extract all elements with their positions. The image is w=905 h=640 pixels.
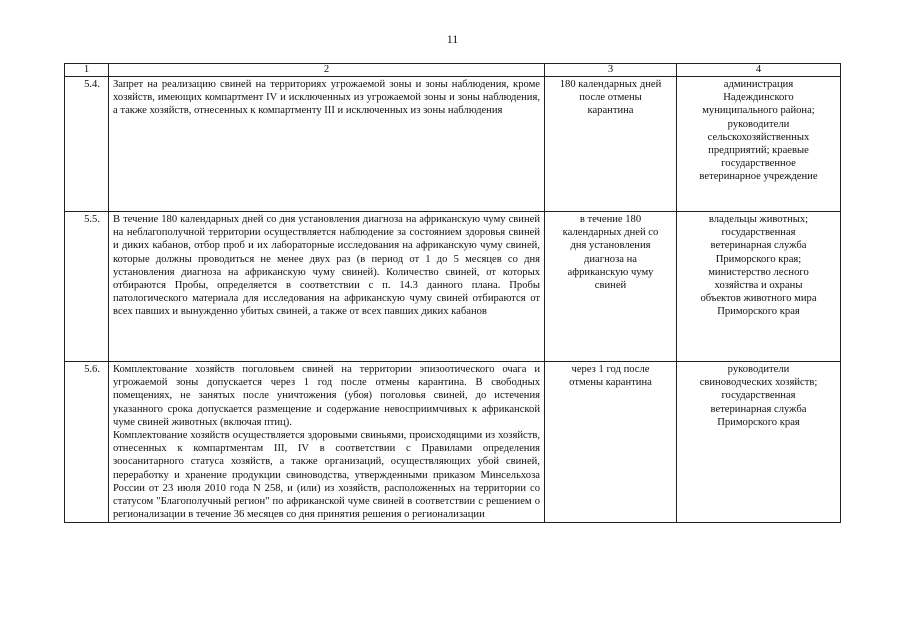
item-number: 5.4. <box>65 77 109 212</box>
description-text: В течение 180 календарных дней со дня установления диагноза на африканскую чуму свиней на неблагополучной территории осуществляется наблюдение за состоянием здоровья свиней и диких кабанов, отбор проб и их лабораторные исследования на африканскую чуму свиней, которые должны проводиться не менее двух раз (в период от 1 до 5 месяцев со дня установления диагноза на африканскую чуму свиней). Количество свиней, от которых отбираются Пробы, определяется в соответствии с п. 14.3 данного плана. Пробы патологического материала для исследования на африканскую чуму свиней отбираются от всех павших и вынужденно убитых свиней, а также от всех павших диких кабанов <box>113 214 540 318</box>
column-header: 2 <box>109 64 545 77</box>
measure-description <box>109 77 545 212</box>
responsible-text: руководители свиноводческих хозяйств; государственная ветеринарная служба Приморского края <box>699 364 818 428</box>
responsible-text: администрация Надеждинского муниципального района; руководители сельскохозяйственных предприятий; краевые государственное ветеринарное учреждение <box>699 79 818 183</box>
measure-term <box>545 362 677 523</box>
page-number: 11 <box>446 32 459 46</box>
term-text: 180 календарных дней после отмены карантина <box>559 79 662 117</box>
column-header: 1 <box>65 64 109 77</box>
table-row <box>65 212 841 362</box>
measure-responsible <box>677 77 841 212</box>
measure-description <box>109 212 545 362</box>
measure-description <box>109 362 545 523</box>
term-text: через 1 год после отмены карантина <box>569 364 652 389</box>
column-header: 4 <box>677 64 841 77</box>
description-paragraph-2: Комплектование хозяйств осуществляется здоровыми свиньями, происходящими из хозяйств, отнесенных к компартментам III, IV в соответствии с Правилами определения зоосанитарного статуса хозяйств, а также организаций, осуществляющих убой свиней, переработку и хранение продукции свиноводства, утвержденными приказом Минсельхоза России от 23 июля 2010 года N 258, и (или) из хозяйств, расположенных на территории со статусом "Благополучный регион" по африканской чуме свиней в соответствии с решением о регионализации в течение 36 месяцев со дня принятия решения о регионализации <box>113 430 540 521</box>
measure-term <box>545 77 677 212</box>
table-row <box>65 77 841 212</box>
table-row <box>65 362 841 523</box>
item-number: 5.6. <box>65 362 109 523</box>
measure-responsible <box>677 212 841 362</box>
description-text: Запрет на реализацию свиней на территориях угрожаемой зоны и зоны наблюдения, кроме хозяйств, имеющих компартмент IV и исключенных из угрожаемой зоны и зоны наблюдения, а также хозяйств, отнесенных к компартменту III и исключенных из зоны наблюдения <box>113 79 540 117</box>
column-header: 3 <box>545 64 677 77</box>
item-number: 5.5. <box>65 212 109 362</box>
measures-table <box>64 63 841 523</box>
table-header-row <box>65 64 841 77</box>
term-text: в течение 180 календарных дней со дня установления диагноза на африканскую чуму свиней <box>562 214 659 292</box>
description-paragraph-1: Комплектование хозяйств поголовьем свиней на территории эпизоотического очага и угрожаемой зоны допускается через 1 год после отмены карантина. В свободных помещениях, не занятых после уничтожения (убоя) поголовья свиней, до истечения указанного срока допускается размещение и содержание невосприимчивых к африканской чуме свиней животных (включая птиц). <box>113 364 540 428</box>
measure-term <box>545 212 677 362</box>
measure-responsible <box>677 362 841 523</box>
responsible-text: владельцы животных; государственная ветеринарная служба Приморского края; министерство лесного хозяйства и охраны объектов животного мира Приморского края <box>700 214 817 318</box>
